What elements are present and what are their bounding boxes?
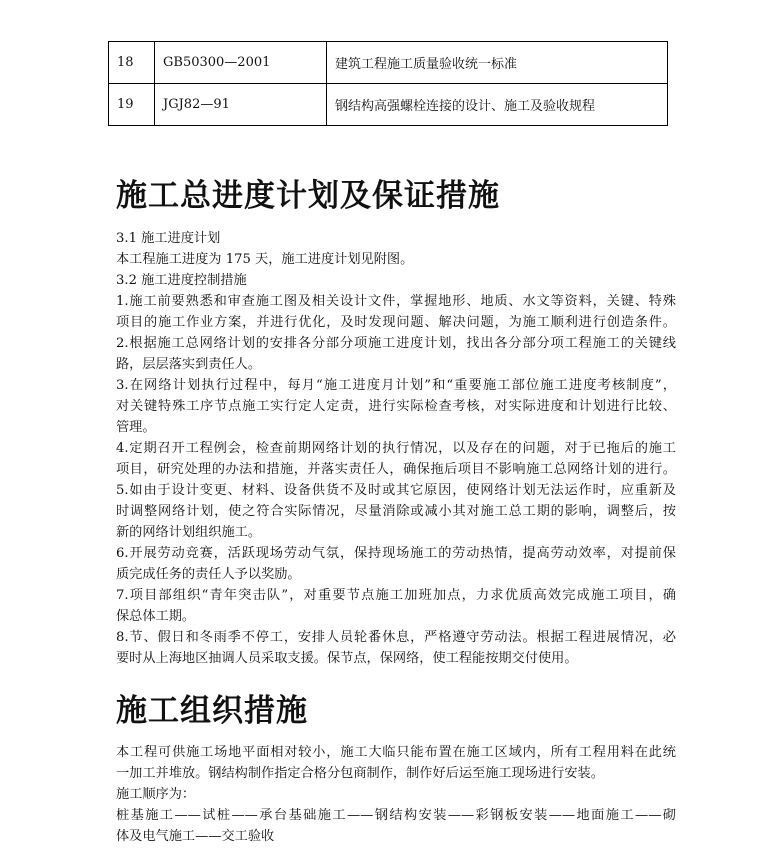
- text-line: 6.开展劳动竞赛，活跃现场劳动气氛，保持现场施工的劳动热情，提高劳动效率，对提前保: [116, 546, 676, 561]
- text-line: 项目的施工作业方案，并进行优化，及时发现问题、解决问题，为施工顺利进行创造条件。: [116, 315, 676, 330]
- text-line: 7.项目部组织“青年突击队”，对重要节点施工加班加点，力求优质高效完成施工项目，确: [116, 588, 676, 603]
- text-line: 5.如由于设计变更、材料、设备供货不及时或其它原因，使网络计划无法运作时，应重新及: [116, 483, 676, 498]
- text-line: 管理。: [116, 420, 156, 435]
- section-heading-schedule: 施工总进度计划及保证措施: [116, 178, 500, 214]
- text-line: 3.2 施工进度控制措施: [116, 273, 247, 288]
- text-line: 质完成任务的责任人予以奖励。: [116, 567, 301, 582]
- text-line: 本工程可供施工场地平面相对较小，施工大临只能布置在施工区域内，所有工程用料在此统: [116, 745, 676, 760]
- section-heading-organization: 施工组织措施: [116, 693, 308, 729]
- text-line: 一加工并堆放。钢结构制作指定合格分包商制作，制作好后运至施工现场进行安装。: [116, 766, 604, 781]
- text-line: 项目，研究处理的办法和措施，并落实责任人，确保拖后项目不影响施工总网络计划的进行。: [116, 462, 676, 477]
- text-line: 体及电气施工——交工验收: [116, 829, 275, 844]
- standard-code: JGJ82—91: [155, 84, 327, 126]
- standard-code: GB50300—2001: [155, 42, 327, 84]
- text-line: 路，层层落实到责任人。: [116, 357, 262, 372]
- standard-title: 钢结构高强螺栓连接的设计、施工及验收规程: [327, 84, 668, 126]
- section-body-organization: [116, 742, 676, 847]
- table-row: [109, 84, 668, 126]
- text-line: 新的网络计划组织施工。: [116, 525, 262, 540]
- text-line: 要时从上海地区抽调人员采取支援。保节点，保网络，使工程能按期交付使用。: [116, 651, 578, 666]
- text-line: 施工顺序为：: [116, 787, 196, 802]
- text-line: 本工程施工进度为 175 天，施工进度计划见附图。: [116, 252, 414, 267]
- text-line: 对关键特殊工序节点施工实行定人定责，进行实际检查考核，对实际进度和计划进行比较、: [116, 399, 676, 414]
- standard-title: 建筑工程施工质量验收统一标准: [327, 42, 668, 84]
- text-line: 保总体工期。: [116, 609, 196, 624]
- section-body-schedule: [116, 228, 676, 669]
- row-number: 18: [109, 42, 155, 84]
- text-line: 3.1 施工进度计划: [116, 231, 221, 246]
- text-line: 3.在网络计划执行过程中，每月“施工进度月计划”和“重要施工部位施工进度考核制度”，: [116, 378, 676, 393]
- text-line: 4.定期召开工程例会，检查前期网络计划的执行情况，以及存在的问题，对于已拖后的施工: [116, 441, 676, 456]
- text-line: 1.施工前要熟悉和审查施工图及相关设计文件，掌握地形、地质、水文等资料，关键、特殊: [116, 294, 676, 309]
- text-line: 时调整网络计划，使之符合实际情况，尽量消除或减小其对施工总工期的影响，调整后，按: [116, 504, 676, 519]
- text-line: 8.节、假日和冬雨季不停工，安排人员轮番休息，严格遵守劳动法。根据工程进展情况，必: [116, 630, 676, 645]
- text-line: 桩基施工——试桩——承台基础施工——钢结构安装——彩钢板安装——地面施工——砌: [116, 808, 676, 823]
- table-row: [109, 42, 668, 84]
- row-number: 19: [109, 84, 155, 126]
- text-line: 2.根据施工总网络计划的安排各分部分项施工进度计划，找出各分部分项工程施工的关键线: [116, 336, 676, 351]
- standards-table: [108, 41, 668, 126]
